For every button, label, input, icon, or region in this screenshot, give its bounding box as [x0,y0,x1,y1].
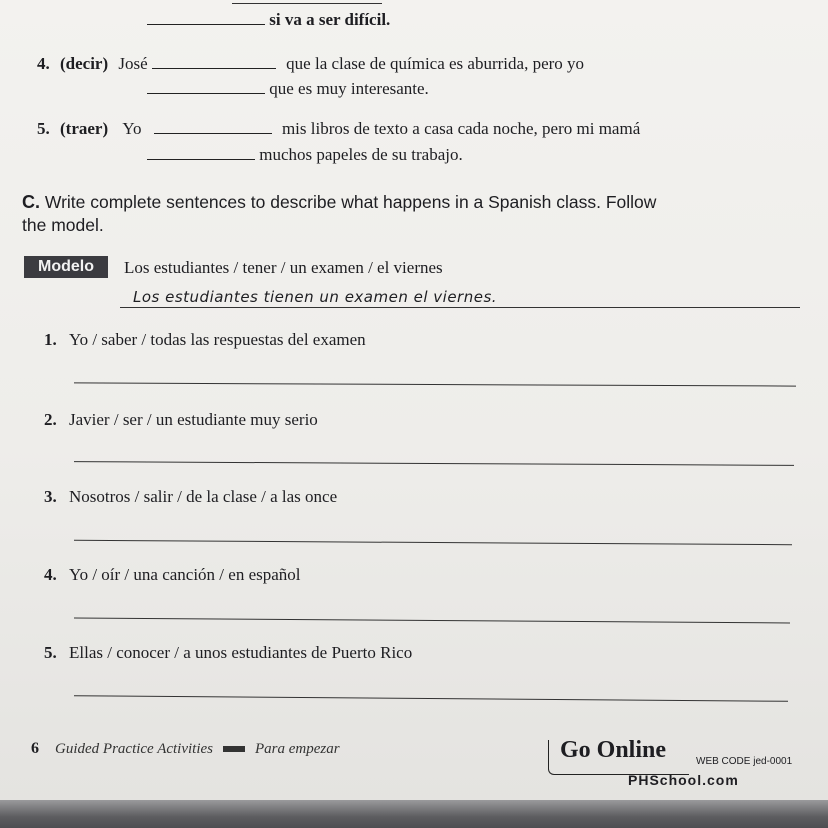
item-verb: (traer) [60,119,109,138]
separator-bar [223,746,245,752]
exercise-b-item-4 [37,52,584,74]
item-number: 4. [44,565,57,584]
item-prompt: Ellas / conocer / a unos estudiantes de Puerto Rico [69,643,413,662]
footer-left [31,740,340,758]
go-online-logo[interactable]: Go Online [560,737,667,763]
modelo-answer-line [120,307,800,308]
exercise-b-item-5 [37,117,640,139]
exercise-b-item-4-line2 [147,77,429,99]
answer-line-3[interactable] [74,540,792,545]
web-code: WEB CODE jed-0001 [696,756,793,767]
top-cutoff-line [232,3,382,4]
item-text: mis libros de texto a casa cada noche, pero mi mamá [281,119,641,138]
site-link[interactable]: PHSchool.com [628,772,739,788]
item-number: 3. [44,487,57,506]
answer-line-5[interactable] [74,695,788,702]
item-text: que es muy interesante. [269,79,429,98]
section-letter: C. [22,192,40,212]
exercise-c-item-2 [44,410,318,430]
page-number: 6 [31,740,39,757]
item-number: 5. [37,119,50,138]
item-subject: Yo [122,119,142,138]
item-verb: (decir) [60,54,109,73]
answer-blank[interactable] [147,8,265,25]
item-number: 2. [44,410,57,429]
top-partial-line: si va a ser difícil. [147,8,390,30]
item-prompt: Javier / ser / un estudiante muy serio [69,410,318,429]
exercise-c-item-5 [44,643,412,663]
exercise-c-item-3 [44,487,337,507]
exercise-b-item-5-line2 [147,143,463,165]
answer-blank[interactable] [154,117,272,134]
item-number: 1. [44,330,57,349]
book-title: Guided Practice Activities [55,741,214,757]
exercise-c-item-1 [44,330,366,350]
section-title: Para empezar [255,741,340,757]
answer-line-2[interactable] [74,461,794,466]
answer-line-4[interactable] [74,618,790,624]
answer-blank[interactable] [147,143,255,160]
item-subject: José [118,54,148,73]
exercise-c-item-4 [44,565,301,585]
section-c-instructions: C. Write complete sentences to describe what happens in a Spanish class. Follow [22,192,657,212]
item-prompt: Nosotros / salir / de la clase / a las once [69,487,338,506]
answer-line-1[interactable] [74,382,796,386]
item-number: 5. [44,643,57,662]
answer-blank[interactable] [152,52,276,69]
item-prompt: Yo / saber / todas las respuestas del examen [69,330,366,349]
item-prompt: Yo / oír / una canción / en español [69,565,301,584]
answer-blank[interactable] [147,77,265,94]
modelo-prompt: Los estudiantes / tener / un examen / el viernes [124,258,443,277]
section-c-instructions-line2: the model. [22,215,104,235]
item-text: que la clase de química es aburrida, pero yo [286,54,585,73]
modelo-answer: Los estudiantes tienen un examen el viernes. [133,288,498,306]
desk-shadow [0,800,828,828]
item-text: muchos papeles de su trabajo. [259,145,463,164]
item-number: 4. [37,54,50,73]
modelo-badge: Modelo [24,256,108,278]
